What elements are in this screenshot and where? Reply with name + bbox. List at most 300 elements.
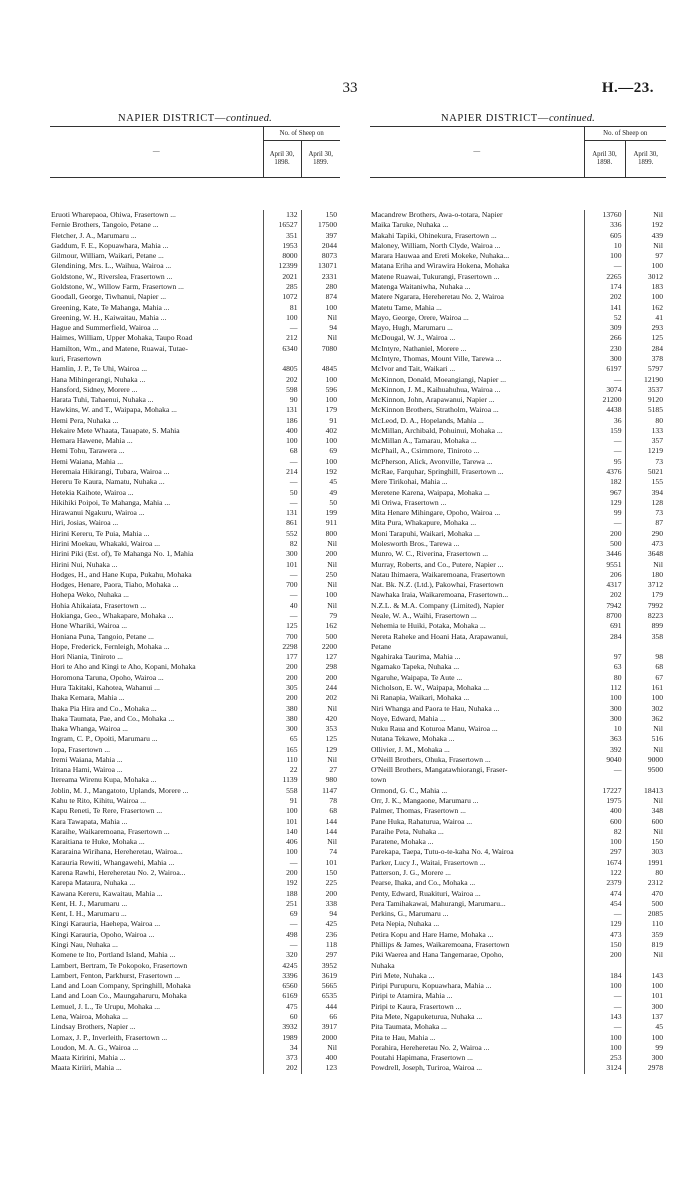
table-row	[370, 786, 666, 796]
table-row	[50, 765, 340, 775]
sheep-1899: 303	[625, 847, 666, 857]
table-row	[370, 847, 666, 857]
sheep-1898: 52	[584, 313, 625, 323]
owner-name: Hodges, Henare, Paora, Tiaho, Mohaka ...	[51, 580, 179, 590]
sheep-1898: 159	[584, 426, 625, 436]
table-row	[370, 529, 666, 539]
sheep-1899: 2044	[301, 241, 340, 251]
sheep-1899: 161	[625, 683, 666, 693]
owner-name: N.Z.L. & M.A. Company (Limited), Napier	[371, 600, 505, 610]
owner-name: Paraihe Peta, Nuhaka ...	[371, 826, 444, 836]
table-row	[370, 241, 666, 251]
sheep-1898: 40	[263, 601, 301, 611]
table-row	[50, 1012, 340, 1022]
table-row	[370, 498, 666, 508]
table-row	[50, 488, 340, 498]
table-row	[370, 734, 666, 744]
table-row	[370, 467, 666, 477]
owner-name: Hawkins, W. and T., Waipapa, Mohaka ...	[51, 405, 177, 415]
sheep-1899: 180	[625, 570, 666, 580]
owner-name: Hiri, Josias, Wairoa ...	[51, 518, 119, 528]
owner-name: McMillan, Archibald, Pohuinui, Mohaka ...	[371, 425, 503, 435]
table-row	[50, 446, 340, 456]
sheep-1898: 284	[584, 632, 625, 642]
sheep-1899: 41	[625, 313, 666, 323]
sheep-1898: 200	[263, 662, 301, 672]
sheep-1898: 100	[584, 1043, 625, 1053]
sheep-1898: 380	[263, 714, 301, 724]
owner-name: McKinnon, Donald, Moeangiangi, Napier ...	[371, 374, 506, 384]
sheep-1899: 444	[301, 1002, 340, 1012]
sheep-1899: 7080	[301, 344, 340, 354]
sheep-1899: 123	[301, 1063, 340, 1073]
sheep-1899: 473	[625, 539, 666, 549]
table-row	[50, 251, 340, 261]
sheep-1899: 359	[625, 930, 666, 940]
owner-name: Maata Kiriiri, Mahia ...	[51, 1063, 122, 1073]
sheep-1899: Nil	[301, 560, 340, 570]
table-row	[370, 950, 666, 960]
sheep-1899: 68	[301, 806, 340, 816]
table-row	[370, 231, 666, 241]
sheep-1898: 36	[584, 416, 625, 426]
sheep-1898: 1072	[263, 292, 301, 302]
sheep-1898: 206	[584, 570, 625, 580]
owner-name: Hirini Piki (Est. of), Te Mahanga No. 1, Mahia	[51, 549, 194, 559]
sheep-1899: 137	[625, 1012, 666, 1022]
sheep-1899: 400	[301, 1053, 340, 1063]
owner-name: Lambert, Bertram, Te Pokopoko, Frasertown	[51, 960, 188, 970]
table-row	[370, 673, 666, 683]
right-column	[370, 112, 666, 1074]
owner-name: Mita Henare Mihingare, Opoho, Wairoa ...	[371, 508, 501, 518]
sheep-1899: 1219	[625, 446, 666, 456]
table-row	[50, 272, 340, 282]
sheep-1899: 9120	[625, 395, 666, 405]
table-row	[50, 385, 340, 395]
owner-name: Piki Waerea and Hana Tangemarae, Opoho,	[371, 950, 504, 960]
table-row	[50, 796, 340, 806]
sheep-1899: 200	[301, 673, 340, 683]
sheep-1898: 4376	[584, 467, 625, 477]
owner-name: Hirini Moekau, Whakaki, Wairoa ...	[51, 539, 160, 548]
sheep-1898: 82	[584, 827, 625, 837]
sheep-1898: 131	[263, 508, 301, 518]
owner-name: Hohepa Weko, Nuhaka ...	[51, 590, 129, 600]
sheep-1898: 4805	[263, 364, 301, 374]
table-row	[50, 313, 340, 323]
sheep-1899: 101	[301, 858, 340, 868]
table-row	[370, 405, 666, 415]
sheep-1899: 17500	[301, 220, 340, 230]
owner-name: Nuhaka	[371, 960, 395, 970]
sheep-1899: 236	[301, 930, 340, 940]
table-row	[370, 560, 666, 570]
table-row	[50, 878, 340, 888]
owner-name: Kararaina Wirihana, Hereheretau, Wairoa...	[51, 847, 183, 857]
sheep-1899: 100	[625, 261, 666, 271]
owner-name: Nereta Raheke and Hoani Hata, Arapawanui,	[371, 631, 508, 641]
table-row	[50, 395, 340, 405]
sheep-1898: 454	[584, 899, 625, 909]
owner-name: Nuku Raua and Koturoa Manu, Wairoa ...	[371, 724, 498, 734]
owner-name: McIvor and Tait, Waikari ...	[371, 364, 456, 374]
table-row	[50, 806, 340, 816]
sheep-1898: 9040	[584, 755, 625, 765]
sheep-1898: 69	[263, 909, 301, 919]
table-row	[50, 632, 340, 642]
table-row	[370, 457, 666, 467]
sheep-1899: 819	[625, 940, 666, 950]
sheep-1898: 1989	[263, 1033, 301, 1043]
table-row	[370, 1012, 666, 1022]
sheep-1899: 3917	[301, 1022, 340, 1032]
owner-name: Mayo, George, Orere, Wairoa ...	[371, 312, 469, 322]
table-row	[370, 806, 666, 816]
table-row	[370, 416, 666, 426]
sheep-1898: 65	[263, 734, 301, 744]
sheep-1899: 8073	[301, 251, 340, 261]
sheep-1899: 80	[625, 416, 666, 426]
table-row	[370, 1043, 666, 1053]
sheep-1898: 498	[263, 930, 301, 940]
sheep-1899: 162	[625, 303, 666, 313]
table-row	[50, 364, 340, 374]
owner-name: Gaddum, F. E., Kopuawhara, Mahia ...	[51, 240, 169, 250]
sheep-1898: 300	[584, 704, 625, 714]
table-row	[50, 745, 340, 755]
sheep-1899: 144	[301, 817, 340, 827]
sheep-1898: 101	[263, 817, 301, 827]
sheep-count-header: No. of Sheep on	[584, 127, 666, 141]
owner-name: Goodall, George, Tiwhanui, Napier ...	[51, 292, 167, 302]
sheep-1898: 1975	[584, 796, 625, 806]
sheep-1898: 188	[263, 889, 301, 899]
owner-name: Lemuel, J. L., Te Urupu, Mohaka ...	[51, 1001, 160, 1011]
sheep-1899: 4845	[301, 364, 340, 374]
sheep-1898: 475	[263, 1002, 301, 1012]
owner-name: Maata Kiririni, Mahia ...	[51, 1053, 126, 1063]
sheep-1899: 200	[301, 549, 340, 559]
owner-name: Loudon, M. A. G., Wairoa ...	[51, 1042, 139, 1052]
sheep-1899	[625, 775, 666, 785]
owner-name: Porahira, Hereheretau No. 2, Wairoa ...	[371, 1042, 490, 1052]
owner-name: Moni Tarapuhi, Waikari, Mohaka ...	[371, 528, 480, 538]
owner-name: Macandrew Brothers, Awa-o-totara, Napier	[371, 210, 503, 219]
sheep-1899: 73	[625, 508, 666, 518]
table-row	[50, 950, 340, 960]
owner-name: Hansford, Sidney, Morere ...	[51, 384, 138, 394]
sheep-1899: 127	[301, 652, 340, 662]
table-row	[50, 220, 340, 230]
owner-name: Fernie Brothers, Tangoio, Petane ...	[51, 220, 159, 230]
sheep-1898: 400	[584, 806, 625, 816]
sheep-1898: 6169	[263, 991, 301, 1001]
sheep-1899: Nil	[301, 333, 340, 343]
sheep-1898: 200	[263, 673, 301, 683]
owner-name: Hague and Summerfield, Wairoa ...	[51, 323, 159, 333]
owner-name: Iritana Hami, Wairoa ...	[51, 765, 123, 775]
owner-name: Karaitiana te Huke, Mohaka ...	[51, 837, 145, 847]
sheep-1898: 700	[263, 632, 301, 642]
sheep-1899: 420	[301, 714, 340, 724]
sheep-1899: 1991	[625, 858, 666, 868]
table-row	[370, 642, 666, 652]
sheep-1898: 8000	[263, 251, 301, 261]
sheep-1898: 400	[263, 426, 301, 436]
table-row	[370, 755, 666, 765]
sheep-1898: 4317	[584, 580, 625, 590]
owner-name: Fletcher, J. A., Marumaru ...	[51, 230, 137, 240]
table-row	[50, 889, 340, 899]
table-row	[50, 847, 340, 857]
owner-name: Patterson, J. G., Morere ...	[371, 868, 451, 877]
table-row	[370, 395, 666, 405]
sheep-1898: 3124	[584, 1063, 625, 1073]
sheep-1898: 305	[263, 683, 301, 693]
sheep-1898: 253	[584, 1053, 625, 1063]
table-row	[370, 919, 666, 929]
sheep-1898: 200	[263, 693, 301, 703]
sheep-1898: 598	[263, 385, 301, 395]
sheep-1898: 392	[584, 745, 625, 755]
sheep-1899: Nil	[625, 724, 666, 734]
sheep-1899: 155	[625, 477, 666, 487]
sheep-1899: 144	[301, 827, 340, 837]
owner-name: Kawana Kereru, Kawaitau, Mahia ...	[51, 888, 163, 898]
sheep-1899	[301, 354, 340, 364]
owner-name: Natau Ihimaera, Waikaremoana, Frasertown	[371, 569, 505, 579]
owner-name: Matere Ngarara, Hereheretau No. 2, Wairoa	[371, 292, 504, 302]
sheep-1898	[584, 642, 625, 652]
sheep-1899: 3012	[625, 272, 666, 282]
sheep-1899: 97	[625, 251, 666, 261]
sheep-1899: 298	[301, 662, 340, 672]
table-row	[370, 858, 666, 868]
sheep-1899: 68	[625, 662, 666, 672]
sheep-1898: 406	[263, 837, 301, 847]
table-row	[370, 601, 666, 611]
owner-name: Lindsay Brothers, Napier ...	[51, 1022, 136, 1032]
table-row	[50, 683, 340, 693]
sheep-1899: 353	[301, 724, 340, 734]
table-row	[50, 303, 340, 313]
table-row	[50, 1033, 340, 1043]
table-row	[370, 765, 666, 775]
table-row	[370, 580, 666, 590]
table-row	[370, 662, 666, 672]
table-row	[370, 837, 666, 847]
table-row	[370, 385, 666, 395]
sheep-1899: 125	[301, 734, 340, 744]
table-row	[50, 570, 340, 580]
sheep-1898: 336	[584, 220, 625, 230]
owner-name: Hodges, H., and Hane Kupa, Pukahu, Mohaka	[51, 569, 192, 579]
owner-name: Mere Tirikohai, Mahia ...	[371, 477, 448, 487]
table-row	[370, 292, 666, 302]
sheep-1899: 100	[625, 981, 666, 991]
sheep-1899: 9000	[625, 755, 666, 765]
table-row	[370, 693, 666, 703]
sheep-1899: 12190	[625, 375, 666, 385]
sheep-1898: 131	[263, 405, 301, 415]
owner-name: Kahu te Rito, Kihitu, Wairoa ...	[51, 796, 146, 806]
table-row	[370, 899, 666, 909]
table-row	[370, 477, 666, 487]
sheep-1899: 225	[301, 878, 340, 888]
owner-name: Piri Mete, Nuhaka ...	[371, 970, 435, 980]
sheep-1898: 17227	[584, 786, 625, 796]
owner-name: Heremaia Hikirangi, Tubara, Wairoa ...	[51, 467, 170, 477]
sheep-1899: 5021	[625, 467, 666, 477]
owner-name: Hirawanui Ngakuru, Wairoa ...	[51, 508, 145, 518]
sheep-1899: 425	[301, 919, 340, 929]
table-row	[370, 508, 666, 518]
table-row	[50, 292, 340, 302]
sheep-1899: 100	[625, 292, 666, 302]
sheep-1899: 500	[301, 632, 340, 642]
owner-name: Ngahiraka Taurima, Mahia ...	[371, 652, 461, 662]
owner-name: Mita Pura, Whakapure, Mohaka ...	[371, 518, 477, 528]
table-row	[50, 375, 340, 385]
sheep-1898: 3396	[263, 971, 301, 981]
sheep-1898: 380	[263, 704, 301, 714]
owner-name: Hokianga, Geo., Whakapare, Mohaka ...	[51, 610, 174, 620]
owner-name: Joblin, M. J., Mangatoto, Uplands, Morere ...	[51, 785, 189, 795]
owner-name: Penty, Edward, Ruakituri, Wairoa ...	[371, 888, 481, 898]
owner-name: Kingi Karauria, Opoho, Wairoa ...	[51, 929, 155, 939]
owner-name: Honiana Puna, Tangoio, Petane ...	[51, 631, 154, 641]
sheep-1899: 293	[625, 323, 666, 333]
sheep-1898: —	[263, 590, 301, 600]
owner-name: Molesworth Bros., Tarewa ...	[371, 539, 460, 548]
owner-name: Goldstone, W., Willow Farm, Frasertown ...	[51, 281, 184, 291]
table-row	[370, 549, 666, 559]
sheep-1898: 7942	[584, 601, 625, 611]
owner-name: Ollivier, J. M., Mohaka ...	[371, 744, 450, 754]
sheep-1898: 8700	[584, 611, 625, 621]
owner-name: Greening, Kate, Te Mahanga, Mahia ...	[51, 302, 170, 312]
owner-name: Ngaruhe, Waipapa, Te Aute ...	[371, 672, 463, 682]
owner-name: Pearse, Ihaka, and Co., Mohaka ...	[371, 878, 476, 888]
sheep-1898: —	[584, 1002, 625, 1012]
owner-name: Matene Ruawai, Tukurangi, Frasertown ...	[371, 271, 500, 281]
sheep-1898: —	[263, 858, 301, 868]
owner-name: Hori Niania, Tiniroto ...	[51, 652, 123, 662]
year-1898-header: April 30, 1898.	[263, 141, 301, 178]
sheep-1899: 5665	[301, 981, 340, 991]
sheep-1898: 202	[584, 292, 625, 302]
table-row	[50, 981, 340, 991]
sheep-1899: 2000	[301, 1033, 340, 1043]
sheep-1899: 150	[625, 837, 666, 847]
sheep-1898: 500	[584, 539, 625, 549]
sheep-1899: 6535	[301, 991, 340, 1001]
table-row	[50, 652, 340, 662]
sheep-1899: 357	[625, 436, 666, 446]
table-row	[50, 786, 340, 796]
sheep-1899: 911	[301, 518, 340, 528]
owner-name: Iremi Waiana, Mahia ...	[51, 754, 123, 764]
sheep-1899: 143	[625, 971, 666, 981]
owner-name: Hana Mihingerangi, Nuhaka ...	[51, 374, 146, 384]
owner-name: Parker, Lucy J., Waitai, Frasertown ...	[371, 857, 486, 867]
sheep-1898: 351	[263, 231, 301, 241]
sheep-1898: 202	[584, 590, 625, 600]
sheep-1899: 8223	[625, 611, 666, 621]
sheep-1898: 3074	[584, 385, 625, 395]
owner-name: Kapu Reneti, Te Rere, Frasertown ...	[51, 806, 163, 816]
table-row	[370, 590, 666, 600]
sheep-1899: Nil	[301, 837, 340, 847]
sheep-1898: 101	[263, 560, 301, 570]
sheep-1898: 200	[584, 950, 625, 960]
owner-name: Piripi te Kaura, Frasertown ...	[371, 1001, 462, 1011]
sheep-1898: 100	[263, 313, 301, 323]
owner-name: Kingi Karauria, Haehepa, Wairoa ...	[51, 919, 161, 929]
owner-name: Pane Huka, Rahaturua, Wairoa ...	[371, 816, 473, 826]
table-row	[50, 899, 340, 909]
sheep-1899: 78	[301, 796, 340, 806]
sheep-1898: 122	[584, 868, 625, 878]
owner-name: Ormond, G. C., Mahia ...	[371, 785, 448, 795]
sheep-1898: 112	[584, 683, 625, 693]
owner-name: Ihaka Taumata, Pae, and Co., Mohaka ...	[51, 713, 175, 723]
table-row	[50, 611, 340, 621]
owner-name: Parekapa, Taepa, Tutu-o-te-kaha No. 4, Wairoa	[371, 847, 514, 857]
owner-name: Harata Tuhi, Tahaenui, Nuhaka ...	[51, 395, 154, 405]
table-row	[50, 282, 340, 292]
table-row	[50, 416, 340, 426]
sheep-1899: 2312	[625, 878, 666, 888]
sheep-1898: 4245	[263, 961, 301, 971]
sheep-1898: 165	[263, 745, 301, 755]
sheep-1899: 49	[301, 488, 340, 498]
sheep-1898: 600	[584, 817, 625, 827]
sheep-1898: 141	[584, 303, 625, 313]
table-row	[370, 971, 666, 981]
sheep-1898: —	[584, 436, 625, 446]
sheep-1899: 3712	[625, 580, 666, 590]
table-row	[370, 961, 666, 971]
sheep-1898: 214	[263, 467, 301, 477]
sheep-1899: 1147	[301, 786, 340, 796]
sheep-1899: 202	[301, 693, 340, 703]
sheep-1899: 3648	[625, 549, 666, 559]
sheep-1898: 100	[263, 806, 301, 816]
sheep-1899: 7992	[625, 601, 666, 611]
page-code: H.—23.	[601, 80, 654, 96]
sheep-1898: 309	[584, 323, 625, 333]
table-row	[50, 930, 340, 940]
owner-name: Lambert, Fenton, Parkhurst, Frasertown ...	[51, 970, 181, 980]
sheep-1898: —	[584, 765, 625, 775]
owner-name: Hura Takitaki, Kahotea, Wahanui ...	[51, 682, 160, 692]
owner-name: Glendining, Mrs. L., Waihua, Wairoa ...	[51, 261, 172, 271]
sheep-1899: 297	[301, 950, 340, 960]
sheep-1898: 1953	[263, 241, 301, 251]
owner-name: Ni Ranapia, Waikari, Mohaka ...	[371, 693, 470, 703]
sheep-1899: Nil	[301, 601, 340, 611]
sheep-1898: 473	[584, 930, 625, 940]
table-row	[370, 1053, 666, 1063]
sheep-1898: —	[263, 498, 301, 508]
table-row	[370, 518, 666, 528]
sheep-1898: 251	[263, 899, 301, 909]
table-row	[370, 426, 666, 436]
year-1899-header: April 30, 1899.	[301, 141, 340, 178]
table-row	[50, 1002, 340, 1012]
